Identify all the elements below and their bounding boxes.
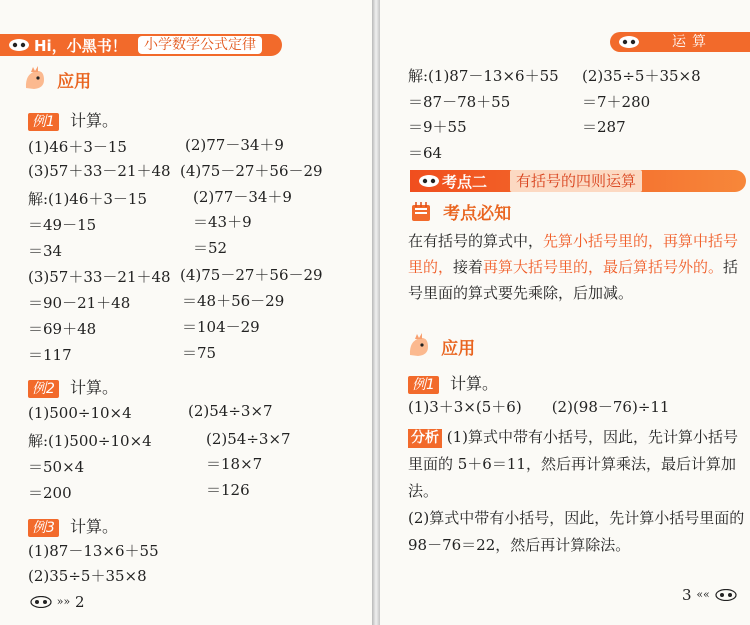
application-heading — [22, 66, 91, 92]
chapter-title: 运算 — [672, 34, 712, 50]
page-number: 3 — [682, 586, 692, 604]
example-instruction: 计算。 — [450, 374, 499, 393]
ex2-question-1: (1)500÷10×4 — [28, 404, 132, 422]
kaodian-title: 有括号的四则运算 — [510, 170, 642, 192]
rule-text: 在有括号的算式中， — [408, 232, 544, 250]
kaodian-label: 考点二 — [442, 173, 488, 191]
ex1-solution-2-line: (2)77－34＋9 — [193, 188, 292, 206]
example-badge: 例2 — [28, 380, 59, 398]
example-badge: 例1 — [28, 113, 59, 131]
mascot-footer-icon — [715, 589, 737, 601]
ex1-solution-1-line: ＝49－15 — [28, 216, 97, 234]
top-solution-1-line: 解:(1)87－13×6＋55 — [408, 67, 559, 85]
right-header-bar — [610, 32, 750, 52]
ex2-solution-2-line: ＝126 — [206, 481, 250, 499]
left-page — [0, 0, 372, 625]
ex1-solution-1-line: 解:(1)46＋3－15 — [28, 190, 148, 208]
example-instruction: 计算。 — [70, 378, 119, 397]
analysis-paragraph-1 — [408, 424, 750, 505]
mascot-logo-icon — [418, 174, 440, 188]
rule-highlight: 再算大括号里的，最后算括号外的。 — [483, 258, 724, 276]
ex2-solution-1-line: ＝200 — [28, 484, 72, 502]
ex1-solution-3-line: (3)57＋33－21＋48 — [28, 268, 171, 286]
ex1-solution-3-line: ＝90－21＋48 — [28, 294, 131, 312]
top-solution-1-line: ＝64 — [408, 144, 443, 162]
brand-title: Hi，小黑书！ — [34, 37, 127, 55]
ex1-solution-2-line: ＝52 — [193, 239, 228, 257]
ex1-question-3: (3)57＋33－21＋48 — [28, 162, 171, 180]
kaodian-bar — [410, 170, 746, 192]
bird-mascot-icon — [406, 333, 432, 359]
top-solution-2-line: ＝287 — [582, 118, 626, 136]
example-3-heading — [28, 514, 118, 537]
must-know-heading — [410, 199, 511, 224]
mascot-logo-icon — [618, 35, 640, 49]
example-1-heading — [408, 371, 498, 394]
ex1-solution-4-line: (4)75－27＋56－29 — [180, 266, 323, 284]
notebook-icon — [410, 201, 434, 223]
ex2-solution-1-line: ＝50×4 — [28, 458, 85, 476]
ex2-solution-2-line: ＝18×7 — [206, 455, 263, 473]
mascot-footer-icon — [30, 596, 52, 608]
ex2-question-2: (2)54÷3×7 — [188, 402, 273, 420]
right-page — [380, 0, 750, 625]
example-2-heading — [28, 375, 118, 398]
example-instruction: 计算。 — [70, 517, 119, 536]
example-1-heading — [28, 108, 118, 131]
ex1-solution-4-line: ＝104－29 — [182, 318, 260, 336]
ex1-solution-2-line: ＝43＋9 — [193, 213, 252, 231]
bird-mascot-icon — [22, 66, 48, 92]
analysis-text-2: (2)算式中带有小括号，因此，先计算小括号里面的 98－76＝22，然后再计算除法。 — [408, 509, 745, 554]
example-badge: 例1 — [408, 376, 439, 394]
top-solution-2-line: (2)35÷5＋35×8 — [582, 67, 701, 85]
top-solution-2-line: ＝7＋280 — [582, 93, 651, 111]
must-know-title: 考点必知 — [443, 204, 512, 224]
ex1-solution-4-line: ＝48＋56－29 — [182, 292, 285, 310]
ex2-solution-2-line: (2)54÷3×7 — [206, 430, 291, 448]
section-title: 应用 — [441, 338, 476, 359]
page-number: 2 — [75, 593, 85, 611]
ex1-solution-1-line: ＝34 — [28, 242, 63, 260]
rule-highlight: 先算小括号里的，再算中括号里的， — [408, 232, 739, 276]
book-gutter — [372, 0, 380, 625]
example-question: (1)3＋3×(5＋6) (2)(98－76)÷11 — [408, 398, 670, 416]
ex3-question-1: (1)87－13×6＋55 — [28, 542, 159, 560]
top-solution-1-line: ＝87－78＋55 — [408, 93, 511, 111]
ex1-solution-3-line: ＝117 — [28, 346, 72, 364]
mascot-logo-icon — [8, 38, 30, 52]
rule-paragraph — [408, 228, 750, 306]
section-title: 应用 — [57, 71, 92, 92]
rule-text: 接着 — [453, 258, 484, 276]
analysis-text-1: (1)算式中带有小括号，因此，先计算小括号里面的 5＋6＝11，然后再计算乘法，最后计算加法。 — [408, 428, 739, 500]
ex3-question-2: (2)35÷5＋35×8 — [28, 567, 147, 585]
application-heading — [406, 333, 475, 359]
analysis-paragraph-2 — [408, 505, 750, 559]
rule-text: 括号里面的算式要先乘除，后加减。 — [408, 258, 739, 302]
ex1-solution-4-line: ＝75 — [182, 344, 217, 362]
left-header-bar — [0, 34, 282, 56]
ex1-question-2: (2)77－34＋9 — [185, 136, 284, 154]
ex1-solution-3-line: ＝69＋48 — [28, 320, 97, 338]
ex1-question-1: (1)46＋3－15 — [28, 138, 127, 156]
right-footer: 3 «« — [682, 586, 737, 603]
ex2-solution-1-line: 解:(1)500÷10×4 — [28, 432, 152, 450]
series-title: 小学数学公式定律 — [138, 36, 262, 54]
left-footer: »» 2 — [30, 593, 85, 610]
ex1-question-4: (4)75－27＋56－29 — [180, 162, 323, 180]
example-badge: 例3 — [28, 519, 59, 537]
example-instruction: 计算。 — [70, 111, 119, 130]
analysis-badge: 分析 — [408, 429, 442, 448]
top-solution-1-line: ＝9＋55 — [408, 118, 467, 136]
